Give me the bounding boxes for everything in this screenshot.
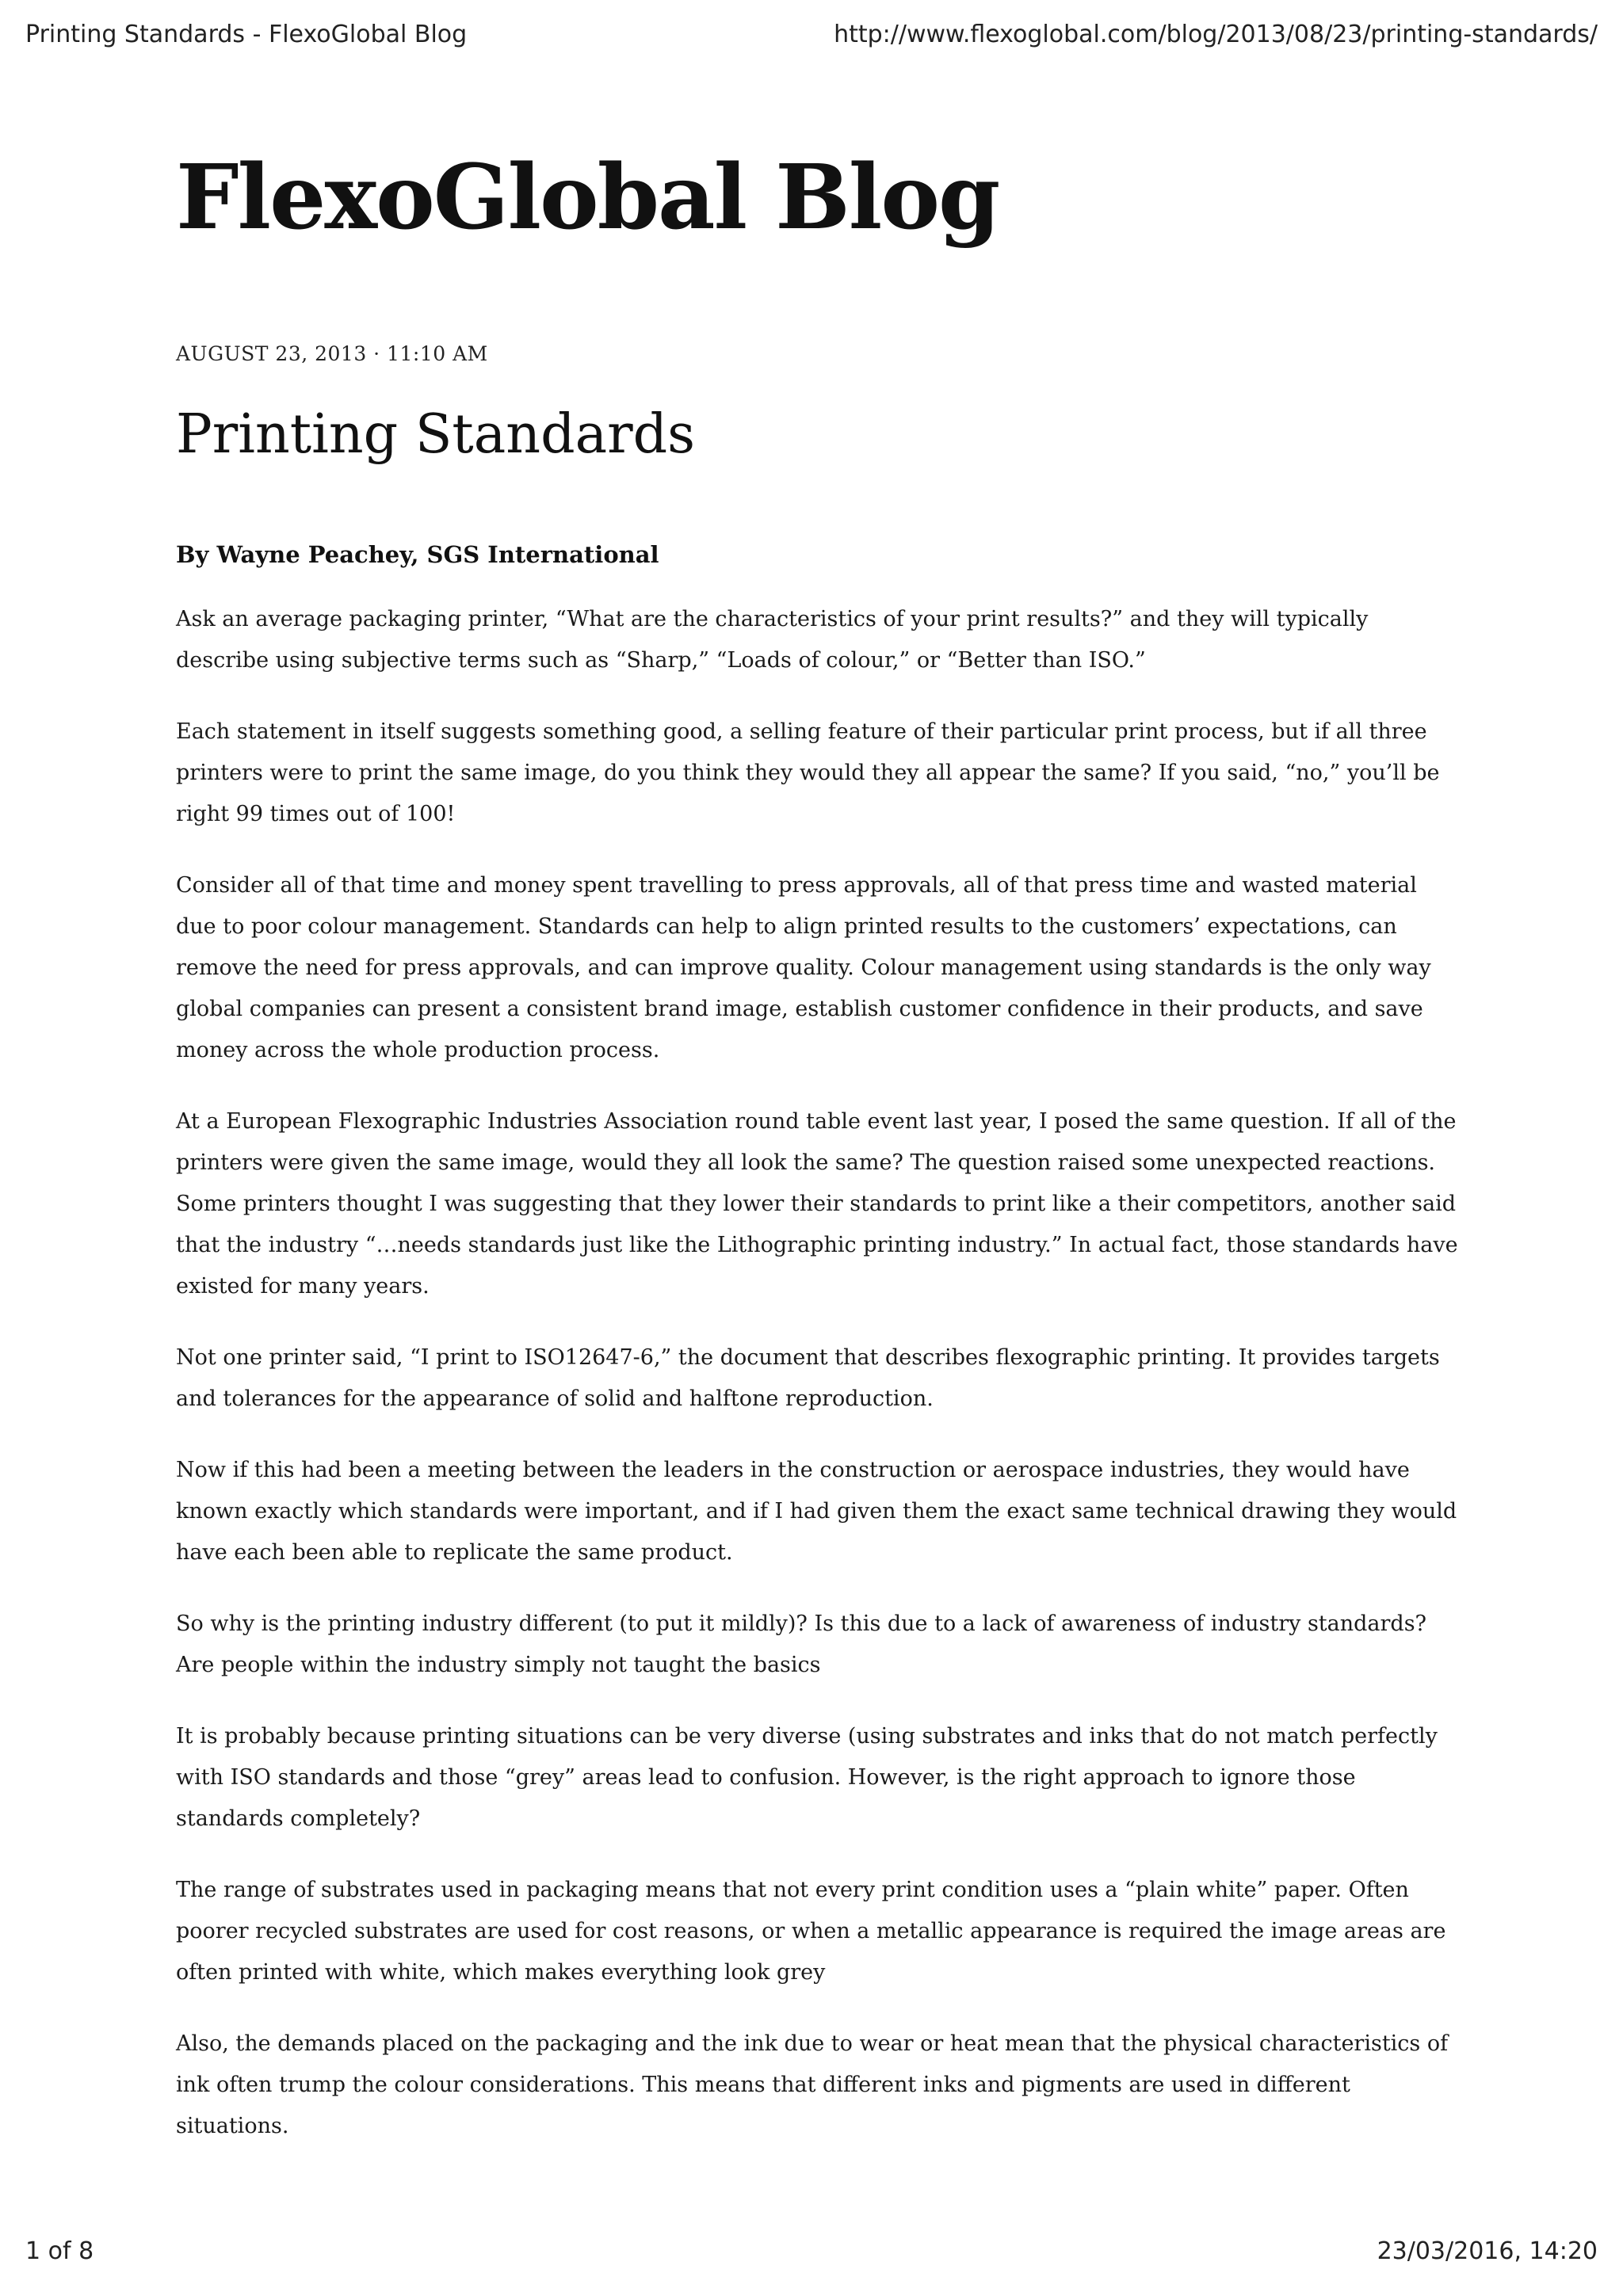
- post-paragraph: It is probably because printing situations can be very diverse (using substrates and inks that do not match perfectly with ISO standards and those “grey” areas lead to confusion. However, is the right approach to ignore those standards completely?: [176, 1724, 1438, 1831]
- page-content: [176, 143, 1460, 2177]
- post-paragraph: Ask an average packaging printer, “What are the characteristics of your print results?” and they will typically describe using subjective terms such as “Sharp,” “Loads of colour,” or “Better than ISO.”: [176, 607, 1369, 673]
- post-paragraph: The range of substrates used in packaging means that not every print condition uses a “plain white” paper. Often poorer recycled substrates are used for cost reasons, or when a metallic appearance is required the image areas are often printed with white, which makes everything look grey: [176, 1878, 1446, 1985]
- post-body: [176, 534, 1460, 2147]
- post-date[interactable]: AUGUST 23, 2013 · 11:10 AM: [176, 342, 488, 365]
- site-title[interactable]: FlexoGlobal Blog: [176, 146, 999, 250]
- print-page-url[interactable]: http://www.flexoglobal.com/blog/2013/08/23/printing-standards/: [834, 21, 1598, 48]
- print-page-title: Printing Standards - FlexoGlobal Blog: [25, 21, 468, 48]
- post-title: Printing Standards: [176, 403, 696, 466]
- post-paragraph: At a European Flexographic Industries Association round table event last year, I posed the same question. If all of the printers were given the same image, would they all look the same? The question raised some unexpected reactions. Some printers thought I was suggesting that they lower their standards to print like a their competitors, another said that the industry “…needs standards just like the Lithographic printing industry.” In actual fact, those standards have existed for many years.: [176, 1109, 1458, 1299]
- print-timestamp: 23/03/2016, 14:20: [1377, 2237, 1598, 2265]
- post-byline: By Wayne Peachey, SGS International: [176, 541, 659, 568]
- post-paragraph: Each statement in itself suggests something good, a selling feature of their particular print process, but if all three printers were to print the same image, do you think they would they all appear the same? If you said, “no,” you’ll be right 99 times out of 100!: [176, 719, 1440, 826]
- post-paragraph: So why is the printing industry different (to put it mildly)? Is this due to a lack of awareness of industry standards? Are people within the industry simply not taught the basics: [176, 1611, 1427, 1677]
- print-footer: [25, 2237, 1598, 2269]
- post-paragraph: Consider all of that time and money spent travelling to press approvals, all of that press time and wasted material due to poor colour management. Standards can help to align printed results to the customers’ expectations, can remove the need for press approvals, and can improve quality. Colour management using standards is the only way global companies can present a consistent brand image, establish customer confidence in their products, and save money across the whole production process.: [176, 873, 1431, 1062]
- post-paragraph: Now if this had been a meeting between the leaders in the construction or aerospace industries, they would have known exactly which standards were important, and if I had given them the exact same technical drawing they would have each been able to replicate the same product.: [176, 1458, 1457, 1565]
- page-number: 1 of 8: [25, 2237, 94, 2265]
- post-paragraph: Not one printer said, “I print to ISO12647-6,” the document that describes flexographic printing. It provides targets and tolerances for the appearance of solid and halftone reproduction.: [176, 1345, 1440, 1411]
- print-header: [25, 21, 1598, 52]
- post-paragraph: Also, the demands placed on the packaging and the ink due to wear or heat mean that the physical characteristics of ink often trump the colour considerations. This means that different inks and pigments are used in different situations.: [176, 2031, 1449, 2138]
